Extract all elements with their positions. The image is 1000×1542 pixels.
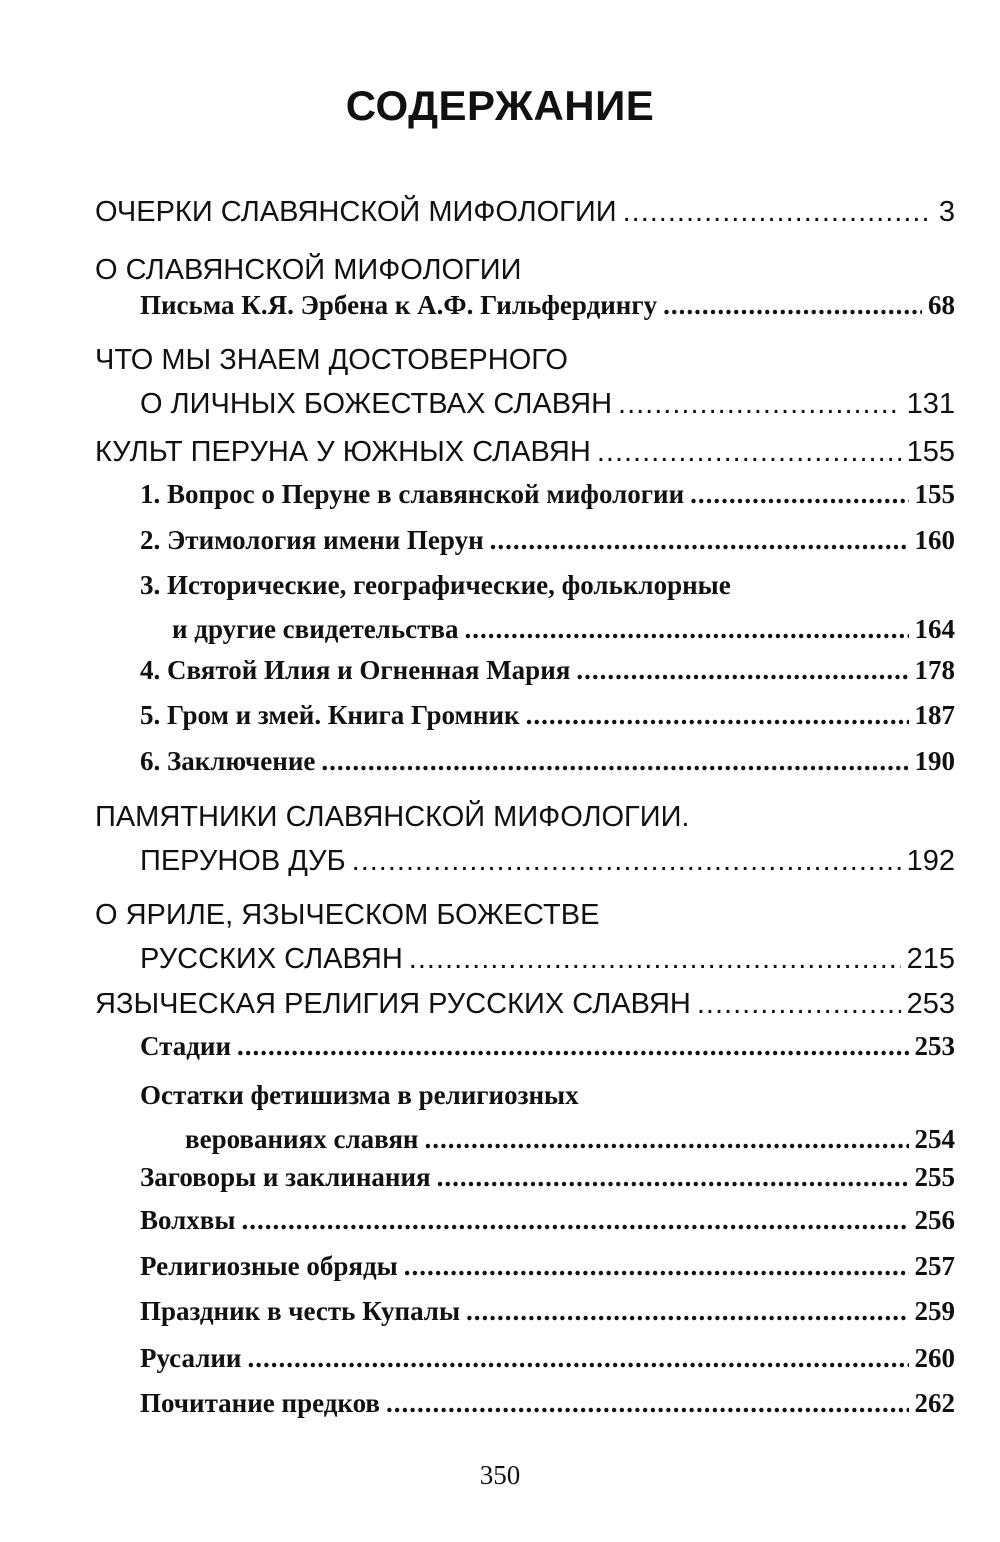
toc-entry-title: Остатки фетишизма в религиозных <box>140 1080 579 1110</box>
toc-entry-title: О СЛАВЯНСКОЙ МИФОЛОГИИ <box>95 254 522 286</box>
dot-leader <box>597 430 901 474</box>
dot-leader <box>623 190 933 234</box>
toc-entry-line <box>95 190 955 234</box>
toc-entry <box>0 795 1000 883</box>
dot-leader <box>490 518 909 562</box>
toc-page-number: 192 <box>906 845 955 877</box>
toc-entry-line <box>95 893 955 937</box>
page-number: 350 <box>479 1460 521 1490</box>
toc-entry-line <box>95 795 955 839</box>
toc-entry-title: Религиозные обряды <box>140 1251 398 1281</box>
dot-leader <box>247 1336 908 1380</box>
dot-leader <box>618 382 901 426</box>
toc-entry-line <box>140 739 955 783</box>
toc-entry-line <box>140 839 955 883</box>
toc-entry-title: РУССКИХ СЛАВЯН <box>140 943 403 975</box>
toc-entry <box>0 893 1000 981</box>
dot-leader <box>321 739 908 783</box>
toc-page-number: 257 <box>914 1251 955 1281</box>
dot-leader <box>409 937 901 981</box>
toc-page-number: 262 <box>914 1388 955 1418</box>
toc-entry <box>0 693 1000 737</box>
toc-entry <box>0 518 1000 562</box>
toc-page-number: 253 <box>906 988 955 1020</box>
toc-entry-line <box>95 982 955 1026</box>
toc-entry-line <box>95 430 955 474</box>
toc-page-number: 68 <box>928 290 955 320</box>
toc-entry <box>0 1244 1000 1288</box>
toc-page-number: 190 <box>914 746 955 776</box>
toc-entry <box>0 739 1000 783</box>
dot-leader <box>576 648 908 692</box>
toc-entry-line <box>140 1073 955 1117</box>
toc-entry-title: О ЯРИЛЕ, ЯЗЫЧЕСКОМ БОЖЕСТВЕ <box>95 899 600 931</box>
toc-page-number: 256 <box>914 1205 955 1235</box>
dot-leader <box>352 839 901 883</box>
toc-entry-title: 5. Гром и змей. Книга Громник <box>140 700 520 730</box>
page-title: СОДЕРЖАНИЕ <box>345 82 655 129</box>
toc-entry-line <box>140 382 955 426</box>
toc-entry-title: О ЛИЧНЫХ БОЖЕСТВАХ СЛАВЯН <box>140 388 613 420</box>
toc-entry <box>0 982 1000 1026</box>
toc-entry-title: и другие свидетельства <box>172 614 459 644</box>
toc-page-number: 178 <box>914 655 955 685</box>
toc-entry-line <box>95 338 955 382</box>
toc-entry-title: ПЕРУНОВ ДУБ <box>140 845 346 877</box>
toc-entry-title: ЯЗЫЧЕСКАЯ РЕЛИГИЯ РУССКИХ СЛАВЯН <box>95 988 691 1020</box>
toc-entry-line <box>172 607 955 651</box>
toc-entry <box>0 563 1000 651</box>
toc-entry <box>0 1289 1000 1333</box>
toc-entry-title: КУЛЬТ ПЕРУНА У ЮЖНЫХ СЛАВЯН <box>95 436 591 468</box>
toc-entry-title: Заговоры и заклинания <box>140 1162 431 1192</box>
toc-page-number: 255 <box>914 1162 955 1192</box>
dot-leader <box>386 1381 909 1425</box>
dot-leader <box>437 1155 909 1199</box>
toc-entry-line <box>140 693 955 737</box>
toc-entry <box>0 338 1000 426</box>
toc-entry-line <box>140 1198 955 1242</box>
toc-entry <box>0 1073 1000 1161</box>
toc-entry-title: ЧТО МЫ ЗНАЕМ ДОСТОВЕРНОГО <box>95 344 568 376</box>
toc-entry-title: Стадии <box>140 1031 232 1061</box>
dot-leader <box>237 1024 908 1068</box>
toc-entry <box>0 472 1000 516</box>
dot-leader <box>697 982 901 1026</box>
toc-entry <box>0 1155 1000 1199</box>
toc-entry-line <box>140 1244 955 1288</box>
dot-leader <box>526 693 909 737</box>
toc-page-number: 3 <box>938 196 955 228</box>
toc-entry-line <box>140 1381 955 1425</box>
toc-page-number: 155 <box>906 436 955 468</box>
toc-entry-title: ОЧЕРКИ СЛАВЯНСКОЙ МИФОЛОГИИ <box>95 196 617 228</box>
toc-page-number: 160 <box>914 525 955 555</box>
toc-entry-title: 1. Вопрос о Перуне в славянской мифологии <box>140 479 685 509</box>
toc-entry-title: Письма К.Я. Эрбена к А.Ф. Гильфердингу <box>140 290 658 320</box>
toc-entry-title: 2. Этимология имени Перун <box>140 525 484 555</box>
toc-entry-title: Почитание предков <box>140 1388 380 1418</box>
toc-entry-line <box>140 472 955 516</box>
dot-leader <box>404 1244 909 1288</box>
toc-entry-line <box>140 1024 955 1068</box>
toc-entry-title: 3. Исторические, географические, фольклорные <box>140 570 731 600</box>
dot-leader <box>464 607 908 651</box>
toc-page-number: 259 <box>914 1296 955 1326</box>
toc-entry-title: ПАМЯТНИКИ СЛАВЯНСКОЙ МИФОЛОГИИ. <box>95 801 690 833</box>
toc-entry-line <box>140 563 955 607</box>
dot-leader <box>466 1289 908 1333</box>
toc-entry <box>0 648 1000 692</box>
toc-entry-title: 6. Заключение <box>140 746 316 776</box>
toc-entry-line <box>140 937 955 981</box>
toc-page-number: 254 <box>914 1124 955 1154</box>
toc-page-number: 131 <box>906 388 955 420</box>
toc-page-number: 164 <box>914 614 955 644</box>
toc-entry <box>0 1024 1000 1068</box>
toc-entry-title: Волхвы <box>140 1205 236 1235</box>
toc-entry <box>0 1381 1000 1425</box>
toc-entry <box>0 1198 1000 1242</box>
toc-entry <box>0 430 1000 474</box>
toc-page-number: 253 <box>914 1031 955 1061</box>
toc-entry-title: Праздник в честь Купалы <box>140 1296 461 1326</box>
toc-entry-title: верованиях славян <box>185 1124 419 1154</box>
toc-entry-line <box>140 1155 955 1199</box>
toc-entry-title: Русалии <box>140 1343 242 1373</box>
toc-entry-line <box>140 1289 955 1333</box>
toc-entry-line <box>140 648 955 692</box>
toc-entry-line <box>140 1336 955 1380</box>
toc-page-number: 187 <box>914 700 955 730</box>
dot-leader <box>690 472 908 516</box>
toc-page-number: 215 <box>906 943 955 975</box>
toc-page-number: 260 <box>914 1343 955 1373</box>
toc-page-number: 155 <box>914 479 955 509</box>
toc-entry-line <box>140 518 955 562</box>
dot-leader <box>663 283 922 327</box>
dot-leader <box>241 1198 908 1242</box>
toc-entry-title: 4. Святой Илия и Огненная Мария <box>140 655 571 685</box>
toc-entry-line <box>140 283 955 327</box>
toc-entry <box>0 1336 1000 1380</box>
toc-entry <box>0 190 1000 234</box>
toc-entry <box>0 283 1000 327</box>
